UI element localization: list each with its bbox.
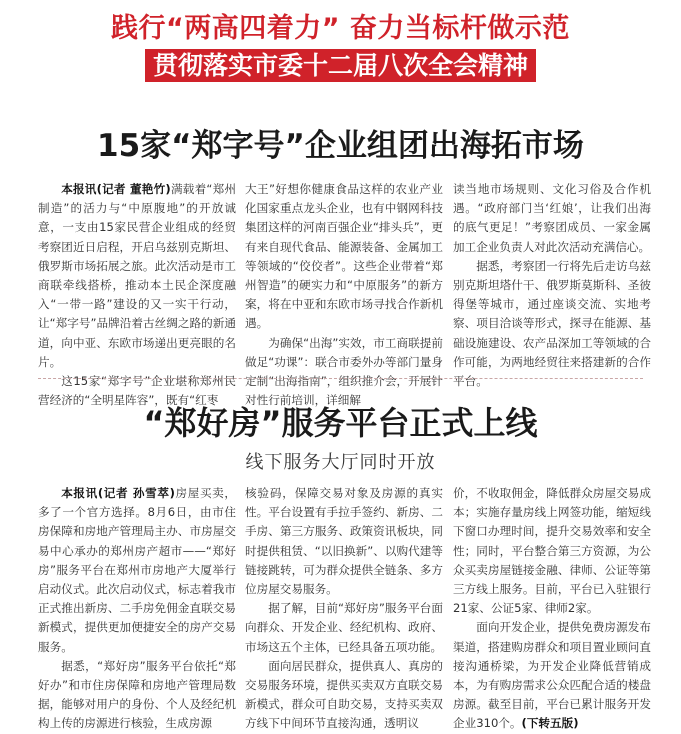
article2-paragraph: 据了解，目前“郑好房”服务平台面向群众、开发企业、经纪机构、政府、市场这五个主体，已经具备五项功能。 — [245, 601, 443, 654]
article2-paragraph: 核验码，保障交易对象及房源的真实性。平台设置有手拉手签约、新房、二手房、第三方服务、政策资讯板块，同时提供租赁、“以旧换新”、以购代建等链接跳转，可为群众提供全链条、多方位房屋交易服务。 — [245, 486, 443, 597]
article1-paragraph: 读当地市场规则、文化习俗及合作机遇。“政府部门当‘红娘’，让我们出海的底气更足！”考察团成员、一家金属加工企业负责人对此次活动充满信心。 — [453, 182, 651, 254]
article1-column-3 — [453, 180, 651, 389]
article2-column-2 — [245, 484, 443, 731]
article1-byline: 本报讯(记者 董艳竹) — [61, 182, 171, 196]
banner-slogan: 践行“两高四着力” 奋力当标杆做示范 — [111, 13, 570, 44]
article2-paragraph: 价，不收取佣金，降低群众房屋交易成本；实施存量房线上网签功能，缩短线下窗口办理时间，提升交易效率和安全性；同时，平台整合第三方资源，为公众买卖房屋链接金融、律师、公证等第三方线上服务。目前，平台已入驻银行21家、公证5家、律师2家。 — [453, 486, 651, 616]
article2-column-1 — [38, 484, 236, 731]
article2-column-3 — [453, 484, 651, 731]
banner-subtitle — [0, 46, 681, 82]
continued-note: (下转五版) — [521, 716, 579, 731]
article1-paragraph: 本报讯(记者 董艳竹)满载着“郑州制造”的活力与“中原腹地”的开放诚意，一支由15家民营企业组成的经贸考察团近日启程，开启乌兹别克斯坦、俄罗斯市场拓展之旅。此次活动是市工商联牵线搭桥，推动本土民企深度融入“一带一路”建设的又一实干行动，让“郑字号”品牌沿着古丝绸之路的新通道，向中亚、东欧市场递出更亮眼的名片。 — [38, 182, 236, 369]
article2-paragraph: 面向开发企业，提供免费房源发布渠道，搭建购房群众和项目置业顾问直接沟通桥梁，为开发企业降低营销成本，为有购房需求公众匹配合适的楼盘房源。截至目前，平台已累计服务开发企业310个。(下转五版) — [453, 620, 651, 731]
article1-column-1 — [38, 180, 236, 408]
article2-subhead: 线下服务大厅同时开放 — [245, 452, 436, 473]
article2-paragraph: 面向居民群众，提供真人、真房的交易服务环境，提供买卖双方直联交易新模式，群众可自助交易，支持买卖双方线下中间环节直接沟通，透明议 — [245, 658, 443, 731]
article2-headline: “郑好房”服务平台正式上线 — [143, 404, 538, 442]
article1-paragraph: 为确保“出海”实效，市工商联提前做足“功课”：联合市委外办等部门量身定制“出海指南”，组织推介会，开展针对性行前培训，详细解 — [245, 335, 443, 408]
article1-paragraph: 这15家“郑字号”企业堪称郑州民营经济的“全明星阵容”，既有“红枣 — [38, 374, 236, 408]
article1-column-2 — [245, 180, 443, 408]
article1-headline: 15家“郑字号”企业组团出海拓市场 — [97, 128, 584, 164]
article2-paragraph: 据悉，“郑好房”服务平台依托“郑好办”和市住房保障和房地产管理局数据，能够对用户的身份、个人及经纪机构上传的房源进行核验，生成房源 — [38, 658, 236, 731]
banner-subtitle-text: 贯彻落实市委十二届八次全会精神 — [145, 49, 536, 82]
article1-paragraph: 据悉，考察团一行将先后走访乌兹别克斯坦塔什干、俄罗斯莫斯科、圣彼得堡等城市，通过座谈交流、实地考察、项目洽谈等形式，探寻在能源、基础设施建设、农产品深加工等领域的合作可能，为两地经贸往来搭建新的合作平台。 — [453, 258, 651, 389]
masthead-banner — [0, 0, 681, 92]
article2-paragraph: 本报讯(记者 孙雪萃)房屋买卖，多了一个官方选择。8月6日，由市住房保障和房地产管理局主办、市房屋交易中心承办的郑州房产超市——“郑好房”服务平台在郑州市房地产大厦举行启动仪式。此次启动仪式，标志着我市正式推出新房、二手房免佣金直联交易新模式，提供更加便捷安全的房产交易服务。 — [38, 486, 236, 654]
section-divider — [38, 378, 643, 379]
article2-byline: 本报讯(记者 孙雪萃) — [61, 486, 175, 500]
article1-paragraph: 大王”好想你健康食品这样的农业产业化国家重点龙头企业，也有中钢网科技集团这样的河南百强企业“排头兵”，更有来自现代食品、能源装备、金属加工等领域的“佼佼者”。这些企业带着“郑州智造”的硬实力和“中原服务”的新方案，将在中亚和东欧市场寻找合作新机遇。 — [245, 182, 443, 331]
